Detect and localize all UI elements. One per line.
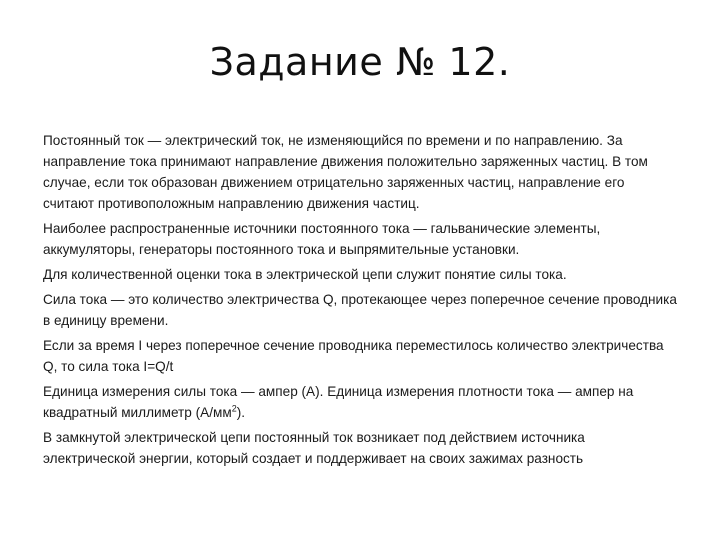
- paragraph-dc-sources: Наиболее распространенные источники постоянного тока — гальванические элементы, аккумуляторы, генераторы постоянного тока и выпрямительные установки.: [43, 221, 601, 257]
- slide-title: Задание № 12.: [209, 40, 511, 84]
- paragraph-direct-current: Постоянный ток — электрический ток, не изменяющийся по времени и по направлению. За направление тока принимают направление движения положительно заряженных частиц. В том случае, если ток образован движением отрицательно заряженных частиц, направление его считают противоположным направлению движения частиц.: [43, 133, 648, 211]
- units-suffix: ).: [236, 405, 246, 420]
- slide-body: [43, 130, 678, 469]
- paragraph-current-formula: Если за время I через поперечное сечение проводника переместилось количество электричества Q, то сила тока I=Q/t: [43, 338, 664, 374]
- units-superscript: 2: [231, 403, 237, 414]
- paragraph-current-definition: Сила тока — это количество электричества Q, протекающее через поперечное сечение проводника в единицу времени.: [43, 292, 677, 328]
- paragraph-current-units: [43, 381, 678, 423]
- paragraph-closed-circuit: В замкнутой электрической цепи постоянный ток возникает под действием источника электрической энергии, который создает и поддерживает на своих зажимах разность: [43, 430, 585, 466]
- units-text: Единица измерения силы тока — ампер (А). Единица измерения плотности тока — ампер на квадратный миллиметр (А/мм: [43, 384, 634, 420]
- paragraph-current-measure: Для количественной оценки тока в электрической цепи служит понятие силы тока.: [43, 267, 567, 282]
